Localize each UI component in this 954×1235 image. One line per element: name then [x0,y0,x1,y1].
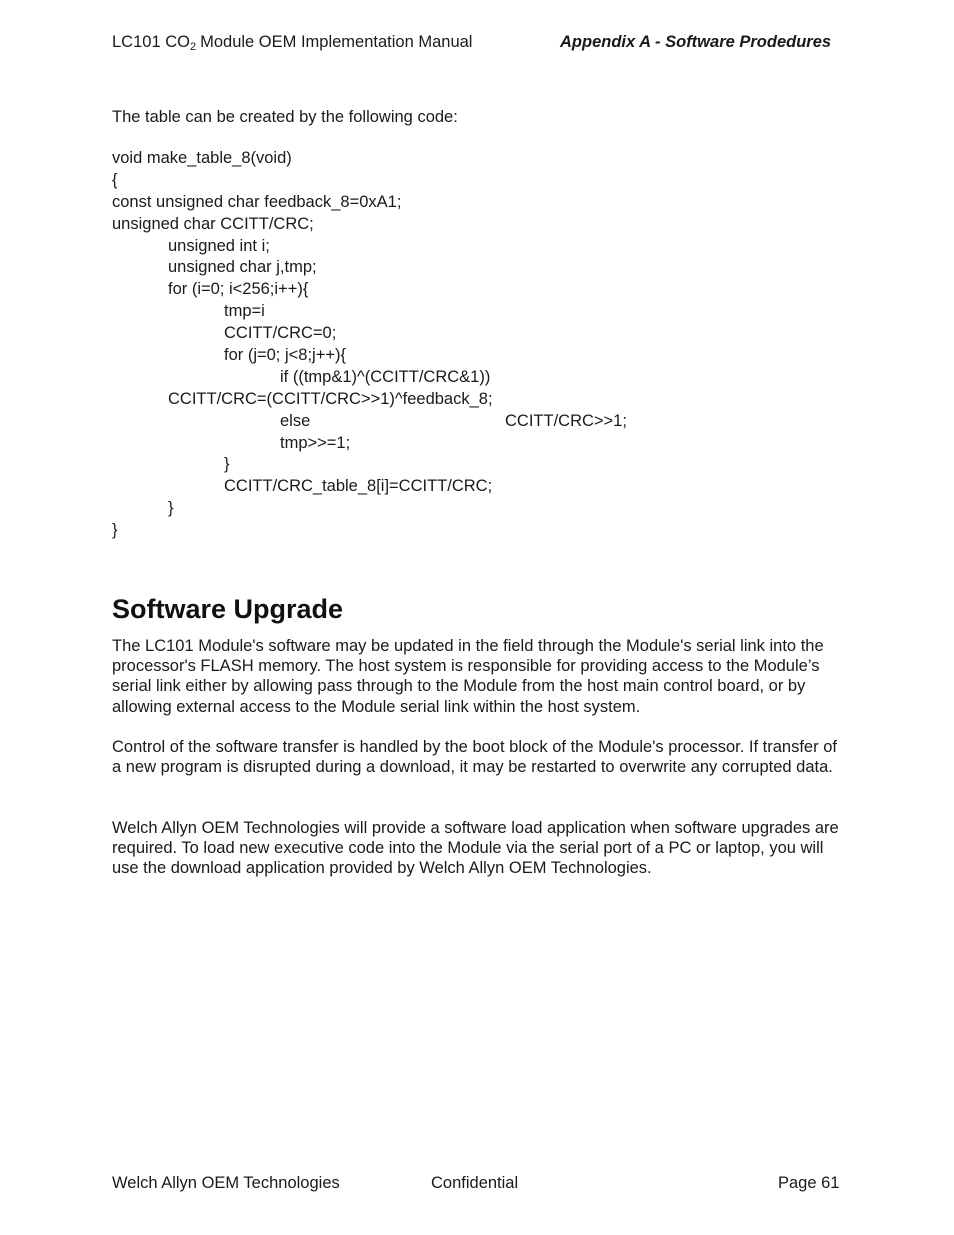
footer-classification: Confidential [431,1174,519,1192]
code-text: const unsigned char feedback_8=0xA1; [112,192,402,211]
intro-text: The table can be created by the following code: [112,108,458,126]
code-text: tmp=i [224,302,265,321]
code-text: for (j=0; j<8;j++){ [224,346,346,365]
code-text: tmp>>=1; [280,433,351,452]
code-text: } [224,455,230,474]
code-text: } [168,499,174,518]
code-text: CCITT/CRC=(CCITT/CRC>>1)^feedback_8; [168,389,493,408]
code-text: CCITT/CRC_table_8[i]=CCITT/CRC; [224,477,493,496]
code-text: else [280,411,311,430]
header-title-suffix: Module OEM Implementation Manual [200,33,473,51]
footer-page-number: Page 61 [778,1174,840,1192]
code-text: for (i=0; i<256;i++){ [168,280,309,299]
code-text-tail: CCITT/CRC>>1; [505,411,627,430]
section-heading: Software Upgrade [112,594,344,624]
code-text: unsigned char CCITT/CRC; [112,214,314,233]
code-text: unsigned char j,tmp; [168,258,317,277]
code-text: { [112,170,118,189]
paragraph-1: The LC101 Module's software may be updated in the field through the Module's serial link into the processor's FLASH memory. The host system is responsible for providing access to the Module’s serial link either by allowing pass through to the Module from the host main control board, or by allowing external access to the Module serial link within the host system. [112,637,824,716]
header-section: Appendix A - Software Prodedures [560,33,832,51]
header-title-subscript: 2 [189,41,197,53]
code-text: CCITT/CRC=0; [224,324,337,343]
code-text: } [112,521,118,540]
code-text: if ((tmp&1)^(CCITT/CRC&1)) [280,367,491,386]
header-title [112,33,472,53]
header-title-prefix: LC101 CO [112,33,190,51]
code-text: unsigned int i; [168,236,270,255]
paragraph-2: Control of the software transfer is handled by the boot block of the Module's processor. If transfer of a new program is disrupted during a download, it may be restarted to overwrite any corrupted data. [112,738,837,777]
code-text: void make_table_8(void) [112,149,292,167]
paragraph-3: Welch Allyn OEM Technologies will provide a software load application when software upgrades are required. To load new executive code into the Module via the serial port of a PC or laptop, you will use the download application provided by Welch Allyn OEM Technologies. [112,819,839,878]
footer-company: Welch Allyn OEM Technologies [112,1174,340,1192]
